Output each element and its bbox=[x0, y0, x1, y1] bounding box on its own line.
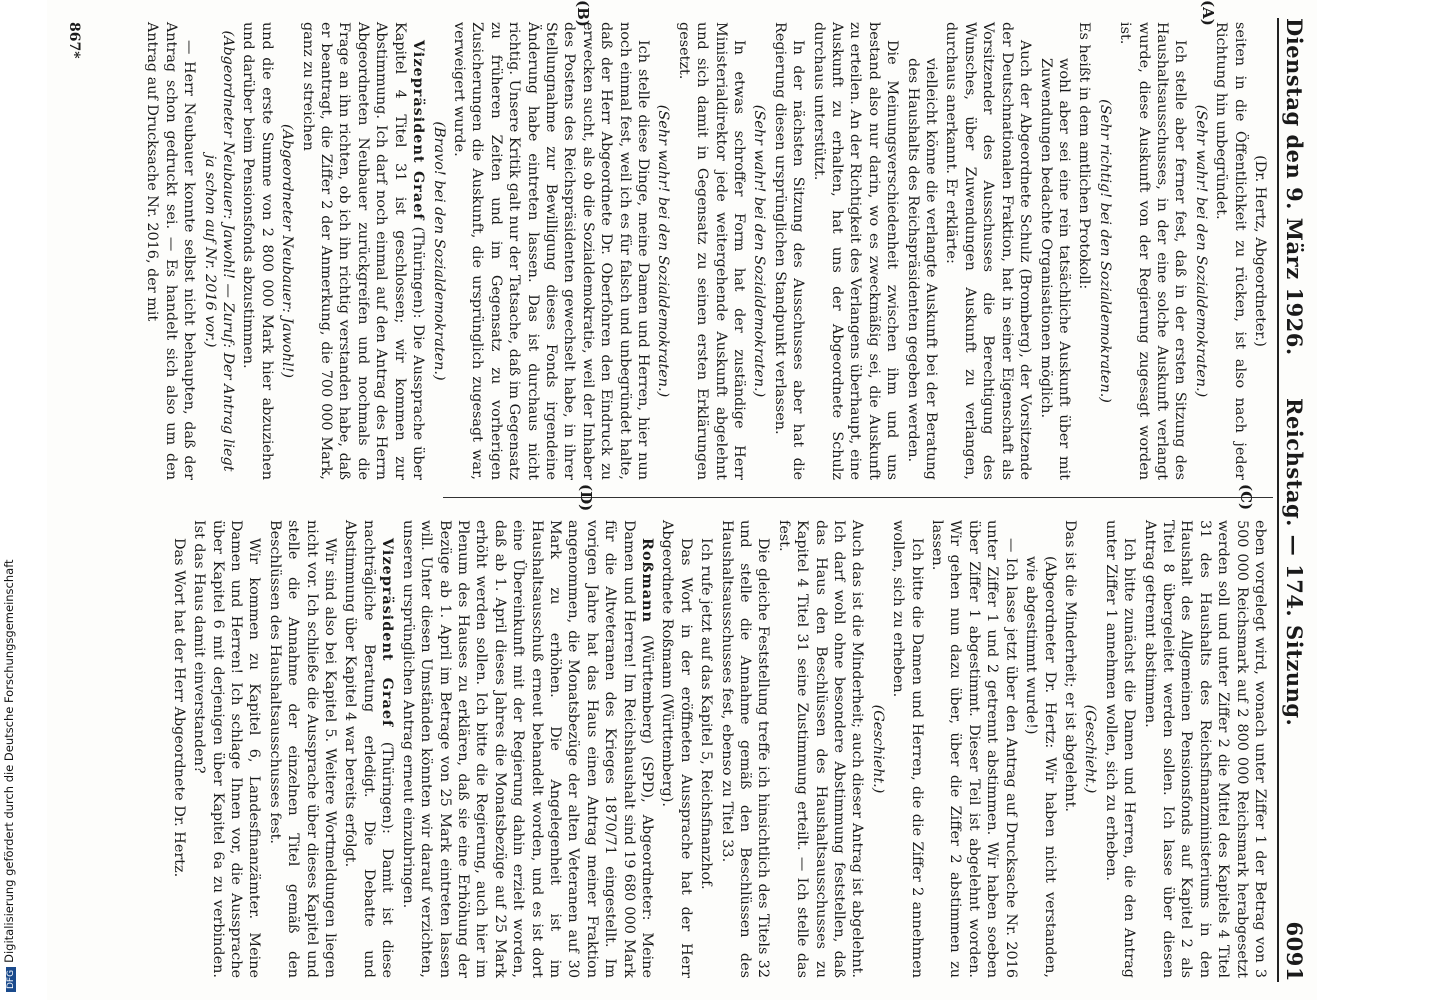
paragraph: (Bravo! bei den Sozialdemokraten.) bbox=[430, 121, 447, 381]
paragraph: Wir sind also bei Kapitel 5. Weitere Wortmeldungen liegen nicht vor. Ich schließe die Aussprache über dieses Kapitel und stelle die Annahme der einzelnen Titel gemäß den Beschlüssen des Haushaltsausschusses fest. bbox=[266, 520, 339, 978]
text-column-first bbox=[141, 22, 1269, 480]
paragraph: Wir kommen zu Kapitel 6, Landesfinanzämter. Meine Damen und Herren! Ich schlage Ihnen vor, die Aussprache über Kapitel 6 mit derjenigen über Kapitel 6a zu verbinden. Ist das Haus damit einverstanden? bbox=[191, 520, 263, 978]
paragraph: — Herr Neubauer konnte selbst nicht behaupten, daß der Antrag schon gedruckt sei. — Es handelt sich also um den Antrag auf Drucksache Nr. 2016, der mit bbox=[144, 22, 198, 480]
speaker-name: Roßmann bbox=[639, 538, 656, 623]
paragraph bbox=[398, 520, 656, 978]
paragraph: Die gleiche Feststellung treffe ich hinsichtlich des Titels 32 und stelle die Annahme gemäß den Beschlüssen des Haushaltsausschusses fest, ebenso zu Titel 33. bbox=[718, 520, 772, 978]
paragraph: Das Wort in der eröffneten Aussprache hat der Herr Abgeordnete Roßmann (Württemberg). bbox=[659, 520, 694, 978]
paragraph bbox=[298, 22, 427, 480]
paragraph: (Abgeordneter Neubauer: Jawohl!) bbox=[279, 123, 296, 379]
paragraph: (Sehr wahr! bei den Sozialdemokraten.) bbox=[751, 104, 768, 398]
header-session: Reichstag. — 174. Sitzung. bbox=[1282, 398, 1307, 727]
speech-text: (Thüringen): Die Aussprache über Kapitel 4 Titel 31 ist geschlossen; wir kommen zur Abstimmung. Ich darf noch einmal auf den Antrag des Herrn Abgeordneten Neubauer zurückgreifen und nochmals die Frage an ihn richten, ob ich ihn richtig verstanden habe, daß er beantragt, die Ziffer 2 der Anmerkung, die 700 000 Mark, ganz zu streichen bbox=[299, 22, 427, 481]
paragraph: Ich stelle aber ferner fest, daß in der ersten Sitzung des Haushaltsausschusses, in der eine solche Auskunft verlangt wurde, diese Auskunft von der Regierung zugesagt worden ist. bbox=[1117, 22, 1189, 480]
margin-letter-d: (D) bbox=[577, 484, 595, 512]
paragraph: (Abgeordneter Dr. Hertz: Wir haben nicht verstanden, wie abgestimmt wurde!) bbox=[1023, 556, 1058, 978]
header-page-number: 6091 bbox=[1282, 921, 1307, 982]
paragraph: Ich bitte zunächst die Damen und Herren, die den Antrag unter Ziffer 1 annehmen wollen, sich zu erheben. bbox=[1102, 520, 1138, 978]
paragraph: (Geschieht.) bbox=[869, 704, 886, 794]
paragraph: (Sehr wahr! bei den Sozialdemokraten.) bbox=[1192, 104, 1209, 398]
paragraph: Auch das ist die Minderheit; auch dieser Antrag ist abgelehnt. Ich darf wohl ohne besondere Abstimmung feststellen, daß das Haus den Beschlüssen des Haushaltsausschusses zu Kapitel 4 Titel 31 seine Zustimmung erteilt. — Ich stelle das fest. bbox=[775, 520, 866, 978]
speech-text: (Thüringen): Damit ist diese nachträgliche Beratung erledigt. Die Debatte und Abstimmung über Kapitel 4 war bereits erfolgt. bbox=[342, 520, 396, 978]
margin-letter-c: (C) bbox=[1237, 484, 1255, 511]
paragraph: eben vorgelegt wird, wonach unter Ziffer 1 der Betrag von 3 500 000 Reichsmark auf 2 800 000 Reichsmark herabgesetzt werden soll und unter Ziffer 2 die Mittel des Kapitels 4 Titel 31 des Haushalts des Reichsfinanzministeriums in den Haushalt des Allgemeinen Pensionsfonds auf Kapitel 2 als Titel 8 übergeleitet werden sollen. Ich lasse über diesen Antrag getrennt abstimmen. bbox=[1141, 520, 1268, 978]
paragraph: Auch der Abgeordnete Schulz (Bromberg), der Vorsitzende der Deutschnationalen Fraktion, hat in seiner Eigenschaft als Vorsitzender des Ausschusses die Berechtigung des Wunsches, über Zuwendungen Auskunft zu verlangen, durchaus anerkannt. Er erklärte: bbox=[943, 22, 1034, 480]
page-signature: 867* bbox=[66, 22, 82, 59]
column-divider bbox=[443, 497, 1273, 498]
paragraph bbox=[341, 520, 396, 978]
margin-letter-a: (A) bbox=[1199, 0, 1217, 26]
speech-text: (Württemberg) (SPD), Abgeordneter: Meine Damen und Herren! Im Reichshaushalt sind 19 680 000 Mark für die Altveteranen des Krieges 1870/71 eingestellt. Im vorigen Jahre hat das Haus einen Antrag meiner Fraktion angenommen, die Monatsbezüge der alten Veteranen auf 30 Mark zu erhöhen. Die Angelegenheit ist im Haushaltsausschuß erneut behandelt worden, und es ist dort eine Übereinkunft mit der Regierung dahin erzielt worden, daß ab 1. April dieses Jahres die Monatsbezüge auf 25 Mark erhöht werden sollen. Ich bitte die Regierung, auch hier im Plenum des Hauses zu erklären, daß sie eine Erhöhung der Bezüge ab 1. April im Betrage von 25 Mark eintreten lassen will. Unter diesen Umständen könnten wir darauf verzichten, unseren ursprünglichen Antrag erneut einzubringen. bbox=[399, 520, 655, 978]
paragraph: (Sehr wahr! bei den Sozialdemokraten.) bbox=[655, 104, 672, 398]
dfg-logo: DFG bbox=[6, 967, 16, 992]
speaker-name: Vizepräsident Graef bbox=[379, 538, 397, 728]
digitization-footer bbox=[0, 0, 20, 1000]
text-column-second bbox=[167, 520, 1269, 978]
paragraph: Ich stelle diese Dinge, meine Damen und Herren, hier nun noch einmal fest, weil ich es für falsch und unbegründet halte, daß der Herr Abgeordnete Dr. Oberfohren den Eindruck zu erwecken sucht, als ob die Sozialdemokratie, weil der Inhaber des Postens des Reichspräsidenten gewechselt habe, in ihrer Stellungnahme zur Bewilligung dieses Fonds irgendeine Änderung habe eintreten lassen. Das ist durchaus nicht richtig. Unsere Kritik galt nur der Tatsache, daß im Gegensatz zu früheren Zeiten und im Gegensatz zu vorherigen Zusicherungen die Auskunft, die ursprünglich zugesagt war, verweigert wurde. bbox=[450, 22, 651, 480]
paragraph: (Geschieht.) bbox=[1082, 704, 1099, 794]
paragraph: (Sehr richtig! bei den Sozialdemokraten.) bbox=[1096, 99, 1113, 403]
paragraph: Ich bitte die Damen und Herren, die die Ziffer 2 annehmen wollen, sich zu erheben. bbox=[890, 520, 925, 978]
paragraph: wohl aber sei eine rein tatsächliche Auskunft über mit Zuwendungen bedachte Organisationen möglich. bbox=[1037, 58, 1072, 480]
paragraph: (Abgeordneter Neubauer: Jawohl! — Zuruf: Der Antrag liegt ja schon auf Nr. 2016 vor.) bbox=[201, 30, 237, 472]
paragraph: (Dr. Hertz, Abgeordneter.) bbox=[1252, 155, 1268, 347]
paragraph: — Ich lasse jetzt über den Antrag auf Drucksache Nr. 2016 unter Ziffer 1 und 2 getrennt abstimmen. Wir haben soeben über Ziffer 1 abgestimmt. Dieser Teil ist abgelehnt worden. Wir gehen nun dazu über, über die Ziffer 2 abstimmen zu lassen. bbox=[929, 520, 1019, 978]
paragraph: Ich rufe jetzt auf das Kapitel 5, Reichsfinanzhof. bbox=[698, 538, 715, 890]
paragraph: In der nächsten Sitzung des Ausschusses aber hat die Regierung diesen ursprünglichen Standpunkt verlassen. bbox=[771, 22, 807, 480]
paragraph: Das Wort hat der Herr Abgeordnete Dr. Hertz. bbox=[170, 538, 187, 878]
margin-letter-b: (B) bbox=[574, 0, 592, 27]
header-date: Dienstag den 9. März 1926. bbox=[1282, 18, 1307, 356]
document-page bbox=[47, 0, 1317, 1000]
paragraph: Es heißt in dem amtlichen Protokoll: bbox=[1076, 22, 1093, 290]
footer-credit bbox=[2, 559, 16, 992]
footer-text: Digitalisierung gefördert durch die Deutsche Forschungsgemeinschaft bbox=[2, 559, 16, 963]
paragraph: vielleicht könne die verlangte Auskunft bei der Beratung des Haushalts des Reichspräsidenten gegeben werden. bbox=[904, 58, 940, 480]
paragraph: und die erste Summe von 2 800 000 Mark hier abzuziehen und darüber beim Pensionsfonds abzustimmen. bbox=[240, 22, 275, 480]
paragraph: In etwas schroffer Form hat der zuständige Herr Ministerialdirektor jede weitergehende Auskunft abgelehnt und sich damit in Gegensatz zu seinen ersten Erklärungen gesetzt. bbox=[675, 22, 748, 480]
page-header bbox=[1277, 18, 1309, 982]
paragraph: Die Meinungsverschiedenheit zwischen ihm und uns bestand also nur darin, wo es zweckmäßig sei, die Auskunft zu erteilen. An der Richtigkeit des Verlangens überhaupt, eine Auskunft zu erhalten, hat uns der Abgeordnete Schulz durchaus unterstützt. bbox=[810, 22, 901, 480]
speaker-name: Vizepräsident Graef bbox=[410, 40, 428, 221]
paragraph: Das ist die Minderheit; er ist abgelehnt. bbox=[1061, 520, 1078, 812]
paragraph: seiten in die Öffentlichkeit zu rücken, ist also nach jeder Richtung hin unbegründet. bbox=[1213, 22, 1248, 480]
